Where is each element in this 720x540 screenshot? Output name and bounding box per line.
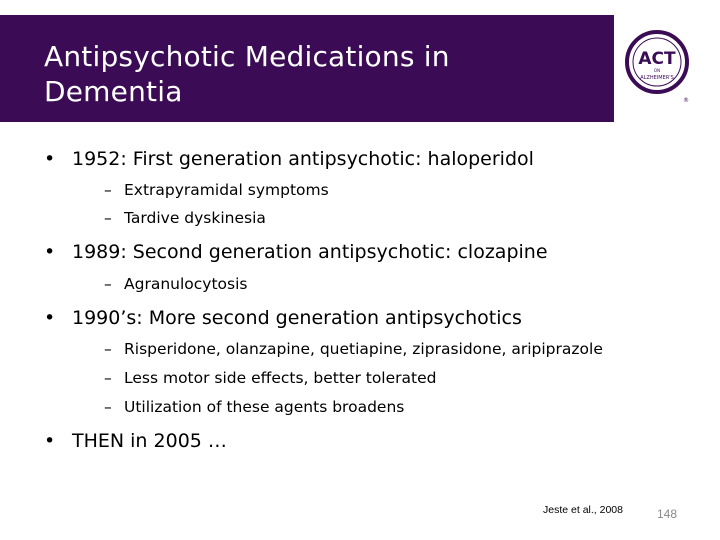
logo-small-text-2: ALZHEIMER'S [640, 75, 674, 81]
bullet-item [44, 306, 522, 330]
sub-bullet-item [104, 274, 247, 294]
sub-bullet-marker: – [104, 209, 112, 227]
bullet-text: 1989: Second generation antipsychotic: clozapine [72, 241, 548, 263]
sub-bullet-item [104, 368, 436, 388]
title-line-1: Antipsychotic Medications in [44, 40, 450, 73]
citation: Jeste et al., 2008 [543, 504, 623, 516]
sub-bullet-text: Tardive dyskinesia [124, 209, 266, 227]
logo-reg-mark: ® [683, 97, 689, 104]
bullet-marker: • [44, 148, 56, 170]
bullet-text: 1990’s: More second generation antipsychotics [72, 307, 522, 329]
bullet-marker: • [44, 307, 56, 329]
sub-bullet-text: Utilization of these agents broadens [124, 398, 405, 416]
sub-bullet-text: Extrapyramidal symptoms [124, 181, 329, 199]
sub-bullet-item [104, 339, 603, 359]
sub-bullet-item [104, 180, 329, 200]
page-number: 148 [657, 507, 678, 521]
bullet-item [44, 429, 227, 453]
sub-bullet-text: Agranulocytosis [124, 275, 248, 293]
sub-bullet-marker: – [104, 369, 112, 387]
sub-bullet-item [104, 208, 266, 228]
sub-bullet-text: Risperidone, olanzapine, quetiapine, ziprasidone, aripiprazole [124, 340, 603, 358]
sub-bullet-marker: – [104, 181, 112, 199]
bullet-marker: • [44, 241, 56, 263]
sub-bullet-marker: – [104, 275, 112, 293]
sub-bullet-text: Less motor side effects, better tolerated [124, 369, 437, 387]
logo-main-text: ACT [638, 49, 676, 69]
bullet-text: 1952: First generation antipsychotic: haloperidol [72, 148, 534, 170]
logo-small-text-1: ON [653, 68, 661, 73]
bullet-text: THEN in 2005 … [72, 430, 227, 452]
sub-bullet-marker: – [104, 398, 112, 416]
bullet-item [44, 240, 548, 264]
sub-bullet-item [104, 397, 404, 417]
sub-bullet-marker: – [104, 340, 112, 358]
bullet-item [44, 147, 534, 171]
bullet-marker: • [44, 430, 56, 452]
title-line-2: Dementia [44, 75, 183, 108]
